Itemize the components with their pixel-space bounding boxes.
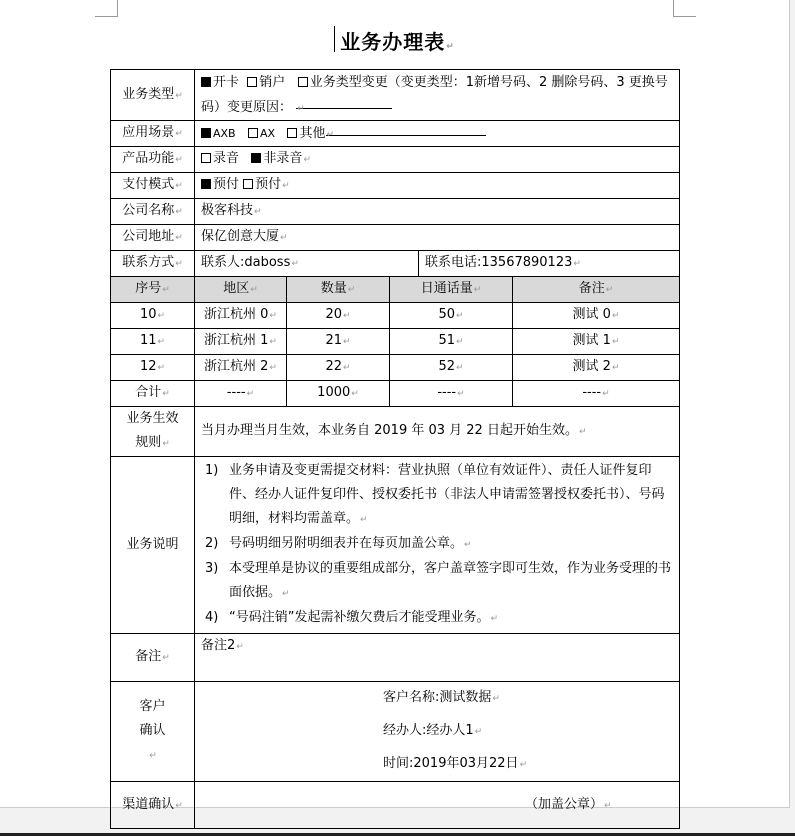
- margin-corner-mark: [95, 0, 118, 17]
- checkbox-checked-icon: [251, 153, 261, 163]
- cell: 12 ↵: [140, 359, 165, 374]
- customer-time: 时间:2019年03月22日 ↵: [383, 748, 673, 781]
- label: 业务生效规则 ↵: [126, 411, 178, 450]
- cell: 1000 ↵: [317, 385, 359, 400]
- row-company-name: [111, 199, 680, 225]
- change-reason-field[interactable]: [296, 95, 392, 109]
- cell: 10 ↵: [140, 307, 165, 322]
- page-title: 业务办理表 ↵: [0, 26, 795, 55]
- checkbox-ax[interactable]: AX: [248, 126, 275, 141]
- checkbox-no-recording[interactable]: 非录音 ↵: [251, 151, 311, 166]
- checkbox-empty-icon: [298, 77, 308, 87]
- row-company-address: [111, 225, 680, 251]
- company-name-value: 极客科技 ↵: [201, 203, 262, 218]
- cell: 11 ↵: [140, 333, 165, 348]
- column-header: 地区 ↵: [223, 281, 258, 296]
- row-channel-confirm: [111, 782, 680, 829]
- explanation-list: [201, 459, 673, 631]
- cell: 52 ↵: [438, 359, 463, 374]
- cell: ---- ↵: [582, 385, 609, 400]
- table-row: [111, 329, 680, 355]
- column-header: 序号 ↵: [135, 281, 170, 296]
- row-business-type: [111, 70, 680, 121]
- checkbox-other[interactable]: 其他: [287, 126, 325, 141]
- cell: 测试 2 ↵: [573, 359, 620, 374]
- label: 业务类型 ↵: [122, 87, 183, 102]
- table-row: [111, 303, 680, 329]
- label: 公司名称 ↵: [122, 203, 183, 218]
- row-customer-confirm: [111, 682, 680, 782]
- cell: 51 ↵: [438, 333, 463, 348]
- cell: ---- ↵: [437, 385, 464, 400]
- label: 备注 ↵: [135, 649, 170, 664]
- company-address-value: 保亿创意大厦 ↵: [201, 229, 288, 244]
- label: 产品功能 ↵: [122, 151, 183, 166]
- checkbox-checked-icon: [201, 77, 211, 87]
- column-header: 备注 ↵: [579, 281, 614, 296]
- rule-value: 当月办理当月生效，本业务自 2019 年 03 月 22 日起开始生效。 ↵: [201, 423, 587, 438]
- checkbox-empty-icon: [248, 128, 258, 138]
- row-payment: [111, 173, 680, 199]
- row-notes: [111, 634, 680, 682]
- cell: 测试 1 ↵: [573, 333, 620, 348]
- label: 渠道确认 ↵: [122, 797, 183, 812]
- margin-corner-mark: [673, 0, 696, 17]
- cell: 20 ↵: [325, 307, 350, 322]
- cell: 50 ↵: [438, 307, 463, 322]
- row-explanation: [111, 457, 680, 634]
- row-scenario: [111, 121, 680, 147]
- checkbox-open-card[interactable]: 开卡: [201, 75, 239, 90]
- cell: 21 ↵: [325, 333, 350, 348]
- cell: 浙江杭州 1 ↵: [204, 333, 277, 348]
- customer-name: 客户名称:测试数据 ↵: [383, 682, 673, 715]
- cell: 浙江杭州 0 ↵: [204, 307, 277, 322]
- label: 应用场景 ↵: [122, 125, 183, 140]
- list-item: 1) 业务申请及变更需提交材料：营业执照（单位有效证件）、责任人证件复印件、经办人证件复印件、授权委托书（非法人申请需签署授权委托书）、号码明细，材料均需盖章。 ↵: [201, 459, 673, 532]
- table-header-row: [111, 277, 680, 303]
- cell: 测试 0 ↵: [573, 307, 620, 322]
- list-item: 2) 号码明细另附明细表并在每页加盖公章。 ↵: [201, 532, 673, 557]
- checkbox-type-change[interactable]: 业务类型变更（变更类型：1新增号码、2 删除号码、3 更换号码）变更原因：: [201, 75, 668, 115]
- row-effective-rule: [111, 407, 680, 457]
- other-field[interactable]: [326, 122, 486, 136]
- label: 联系方式 ↵: [122, 255, 183, 270]
- cell: 浙江杭州 2 ↵: [204, 359, 277, 374]
- checkbox-recording[interactable]: 录音: [201, 151, 239, 166]
- checkbox-empty-icon: [287, 128, 297, 138]
- label: 公司地址 ↵: [122, 229, 183, 244]
- label: 客户确认 ↵: [139, 699, 165, 762]
- checkbox-prepaid-2[interactable]: 预付 ↵: [243, 177, 290, 192]
- cell: 合计 ↵: [135, 385, 170, 400]
- table-total-row: [111, 381, 680, 407]
- channel-seal: （加盖公章） ↵: [525, 797, 612, 812]
- contact-phone: 联系电话:13567890123 ↵: [425, 255, 581, 270]
- label: 业务说明: [126, 537, 179, 552]
- business-form-table: [110, 69, 680, 829]
- checkbox-checked-icon: [201, 128, 211, 138]
- checkbox-empty-icon: [201, 153, 211, 163]
- cell: 22 ↵: [325, 359, 350, 374]
- row-feature: [111, 147, 680, 173]
- column-header: 日通话量 ↵: [421, 281, 482, 296]
- contact-person: 联系人:daboss ↵: [201, 255, 299, 270]
- checkbox-close-account[interactable]: 销户: [247, 75, 285, 90]
- customer-agent: 经办人:经办人1 ↵: [383, 715, 673, 748]
- notes-value: 备注2 ↵: [201, 638, 244, 653]
- list-item: 3) 本受理单是协议的重要组成部分，客户盖章签字即可生效，作为业务受理的书面依据。 ↵: [201, 557, 673, 606]
- column-header: 数量 ↵: [321, 281, 356, 296]
- label: 支付模式 ↵: [122, 177, 183, 192]
- row-contact: [111, 251, 680, 277]
- cell: ---- ↵: [227, 385, 254, 400]
- checkbox-empty-icon: [243, 179, 253, 189]
- checkbox-empty-icon: [247, 77, 257, 87]
- checkbox-axb[interactable]: AXB: [201, 126, 236, 141]
- list-item: 4) “号码注销”发起需补缴欠费后才能受理业务。 ↵: [201, 606, 673, 631]
- checkbox-checked-icon: [201, 179, 211, 189]
- table-row: [111, 355, 680, 381]
- checkbox-prepaid[interactable]: 预付: [201, 177, 239, 192]
